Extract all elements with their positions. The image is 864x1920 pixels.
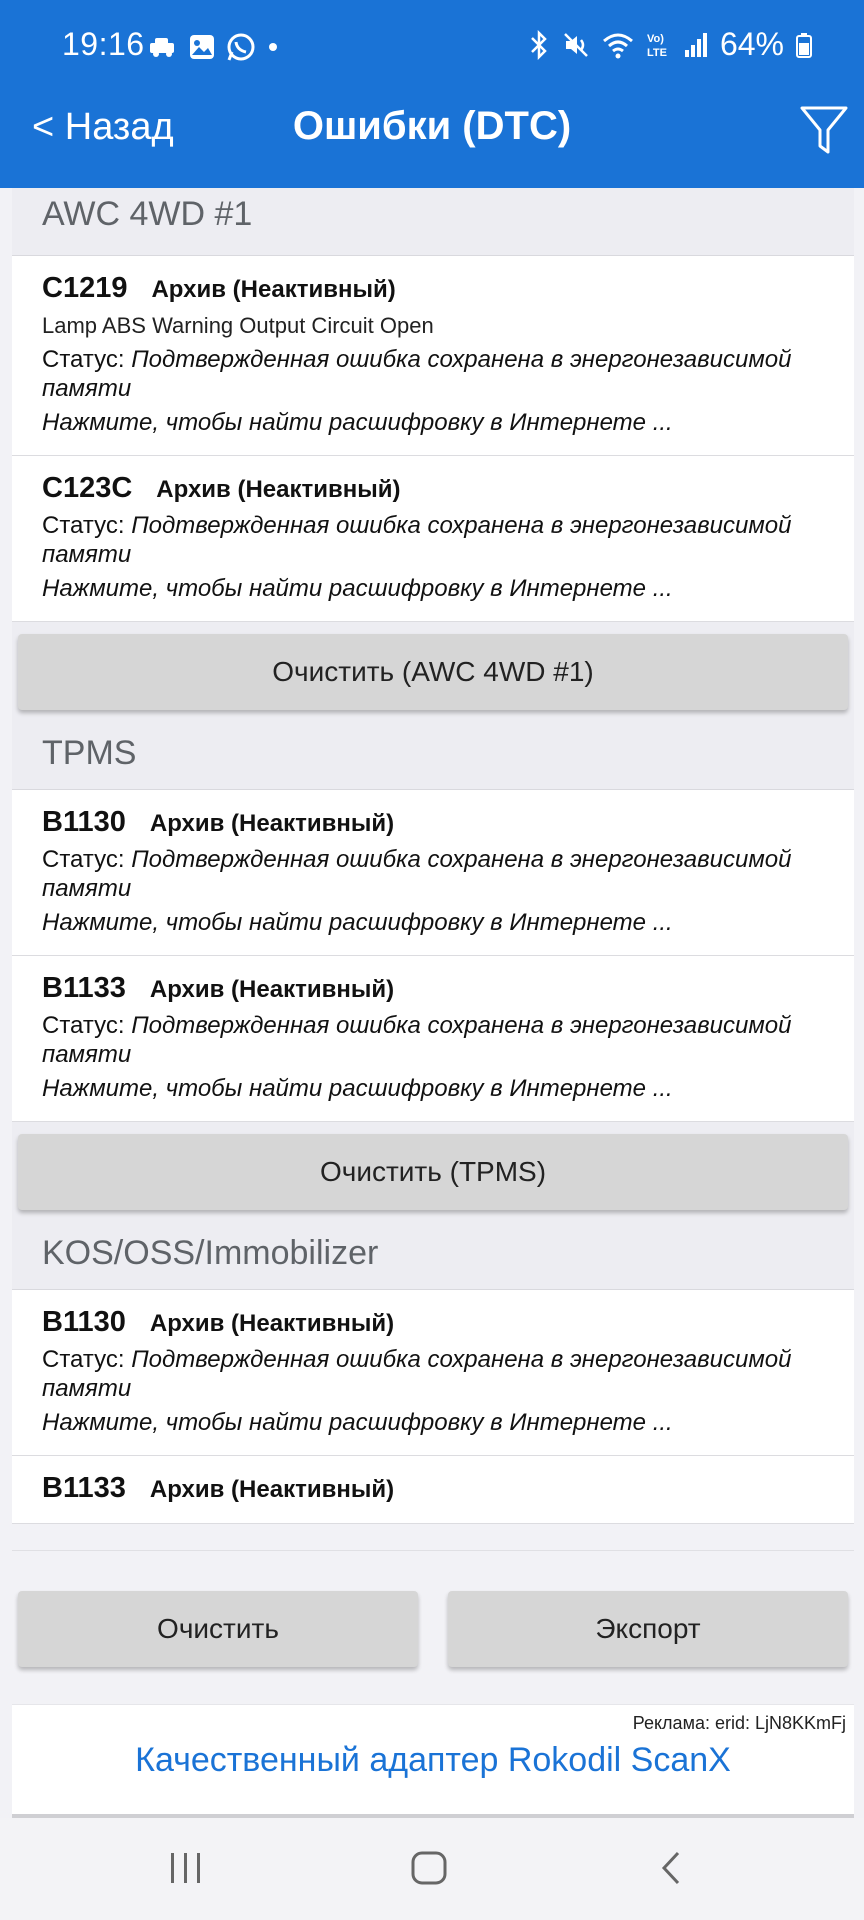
clear-all-button[interactable]: Очистить: [18, 1591, 418, 1667]
status-time: 19:16: [62, 26, 145, 62]
dtc-code: B1130: [42, 806, 126, 838]
navigation-bar: [0, 1818, 864, 1920]
dtc-code: B1133: [42, 1472, 126, 1504]
dtc-item[interactable]: [12, 1456, 854, 1524]
search-hint[interactable]: Нажмите, чтобы найти расшифровку в Интернете ...: [42, 909, 673, 936]
status-label: Статус:: [42, 1012, 125, 1039]
status-text: Подтвержденная ошибка сохранена в энергонезависимой памяти: [42, 846, 792, 902]
app-header-area: [0, 0, 864, 188]
svg-text:LTE: LTE: [646, 46, 667, 59]
search-hint[interactable]: Нажмите, чтобы найти расшифровку в Интернете ...: [42, 1409, 673, 1436]
section-actions: [12, 622, 854, 722]
status-label: Статус:: [42, 846, 125, 873]
toolbar: [0, 96, 864, 188]
dtc-state: Архив (Неактивный): [156, 476, 401, 503]
status-label: Статус:: [42, 512, 125, 539]
dot-icon: [266, 40, 280, 54]
search-hint[interactable]: Нажмите, чтобы найти расшифровку в Интернете ...: [42, 1075, 673, 1102]
dtc-status: [42, 345, 824, 403]
section-header: TPMS: [12, 722, 854, 790]
bluetooth-icon: [528, 30, 550, 60]
volte-icon: [646, 30, 672, 60]
recents-icon[interactable]: [168, 1850, 204, 1886]
status-text: Подтвержденная ошибка сохранена в энергонезависимой памяти: [42, 1012, 792, 1068]
dtc-state: Архив (Неактивный): [149, 810, 395, 837]
ad-link[interactable]: Качественный адаптер Rokodil ScanX: [135, 1741, 731, 1779]
page-title: Ошибки (DTC): [292, 104, 572, 148]
car-icon: [148, 36, 178, 58]
section-header: AWC 4WD #1: [12, 188, 854, 256]
dtc-status: [42, 1011, 824, 1069]
signal-icon: [684, 32, 708, 58]
bottom-actions: [12, 1550, 854, 1704]
back-button[interactable]: < Назад: [32, 106, 174, 148]
status-text: Подтвержденная ошибка сохранена в энергонезависимой памяти: [42, 346, 792, 402]
dtc-status: [42, 1345, 824, 1403]
export-button[interactable]: Экспорт: [448, 1591, 848, 1667]
home-icon[interactable]: [410, 1850, 448, 1886]
dtc-item[interactable]: [12, 790, 854, 956]
dtc-code: C123C: [42, 472, 133, 504]
dtc-status: [42, 511, 824, 569]
dtc-status: [42, 845, 824, 903]
clear-section-button[interactable]: Очистить (TPMS): [18, 1134, 848, 1210]
ad-banner[interactable]: [12, 1704, 854, 1814]
dtc-description: Lamp ABS Warning Output Circuit Open: [42, 313, 434, 338]
status-text: Подтвержденная ошибка сохранена в энергонезависимой памяти: [42, 1346, 792, 1402]
battery-level: 64%: [719, 26, 784, 62]
dtc-state: Архив (Неактивный): [151, 276, 396, 303]
section-header: KOS/OSS/Immobilizer: [12, 1222, 854, 1290]
ad-label: Реклама: erid: LjN8KKmFj: [632, 1713, 846, 1733]
dtc-item[interactable]: [12, 456, 854, 622]
dtc-code: B1133: [42, 972, 126, 1004]
dtc-state: Архив (Неактивный): [149, 1310, 395, 1337]
whatsapp-icon: [226, 32, 256, 62]
dtc-item[interactable]: [12, 1290, 854, 1456]
dtc-code: B1130: [42, 1306, 126, 1338]
status-label: Статус:: [42, 1346, 125, 1373]
gallery-icon: [188, 33, 216, 61]
dtc-state: Архив (Неактивный): [149, 976, 395, 1003]
mute-icon: [562, 31, 590, 59]
dtc-list[interactable]: [12, 188, 854, 1550]
battery-icon: [796, 32, 812, 58]
notification-icons: [148, 32, 280, 62]
filter-icon[interactable]: [798, 102, 850, 158]
system-status: [528, 26, 812, 63]
svg-text:Vo): Vo): [646, 32, 664, 45]
status-bar: [0, 0, 864, 96]
dtc-item[interactable]: [12, 256, 854, 456]
dtc-item[interactable]: [12, 956, 854, 1122]
search-hint[interactable]: Нажмите, чтобы найти расшифровку в Интернете ...: [42, 575, 673, 602]
status-text: Подтвержденная ошибка сохранена в энергонезависимой памяти: [42, 512, 792, 568]
dtc-code: C1219: [42, 272, 128, 304]
back-icon[interactable]: [656, 1850, 686, 1886]
wifi-icon: [602, 31, 634, 59]
section-actions: [12, 1122, 854, 1222]
clear-section-button[interactable]: Очистить (AWC 4WD #1): [18, 634, 848, 710]
search-hint[interactable]: Нажмите, чтобы найти расшифровку в Интернете ...: [42, 409, 673, 436]
dtc-state: Архив (Неактивный): [149, 1476, 395, 1503]
status-label: Статус:: [42, 346, 125, 373]
